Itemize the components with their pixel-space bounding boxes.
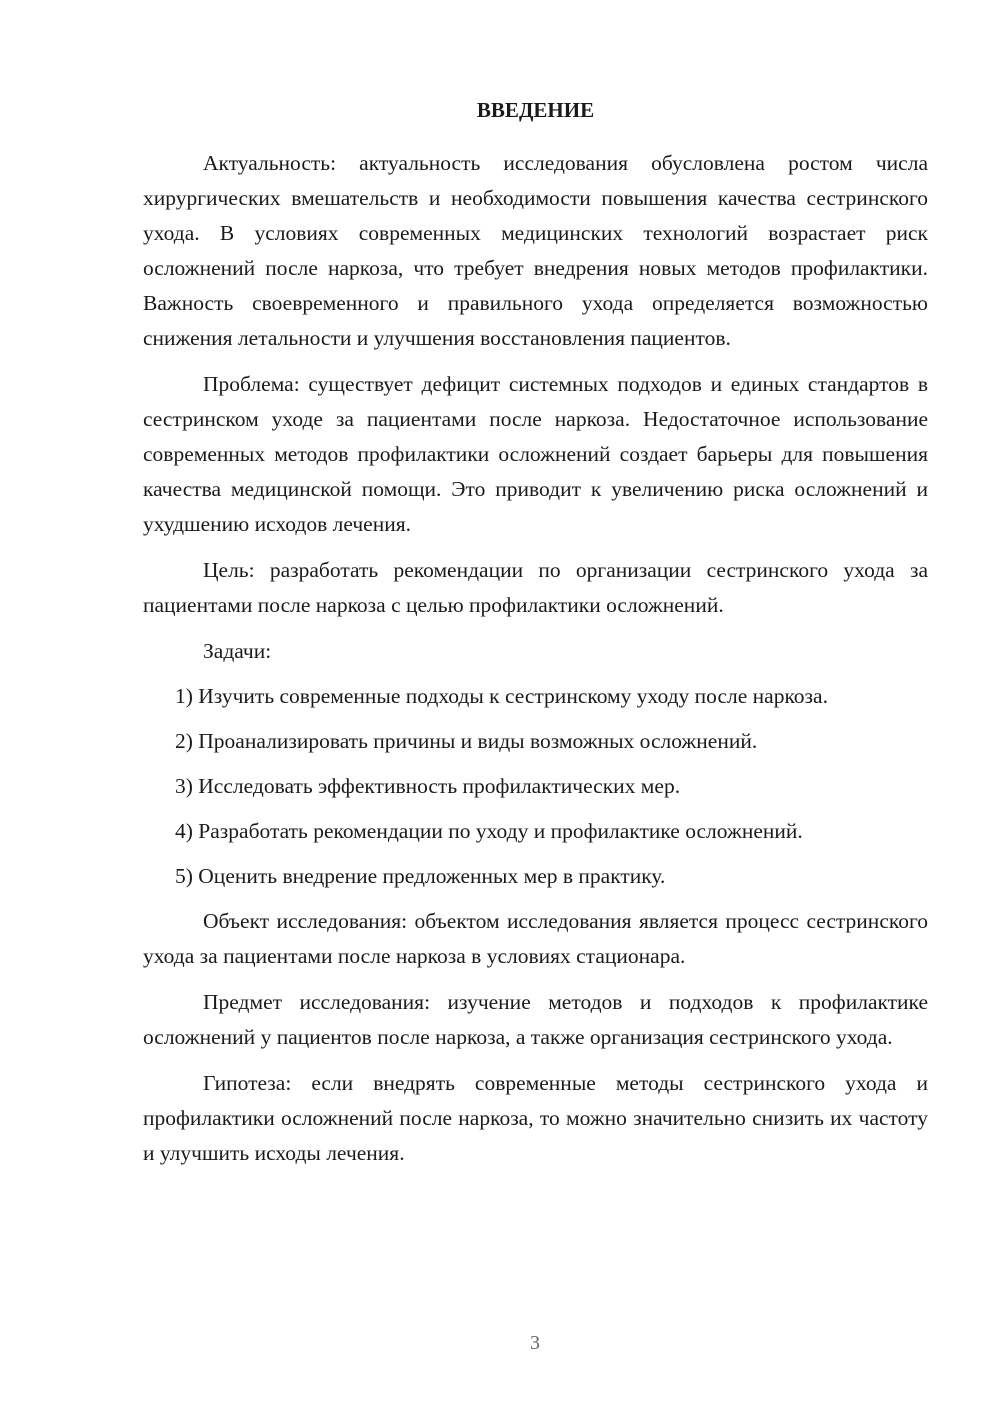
task-item: 4) Разработать рекомендации по уходу и профилактике осложнений. [175,819,803,843]
page-number: 3 [530,1332,540,1354]
paragraph-relevance: Актуальность: актуальность исследования обусловлена ростом числа хирургических вмешательств и необходимости повышения качества сестринского ухода. В условиях современных медицинских технологий возрастает риск осложнений после наркоза, что требует внедрения новых методов профилактики. Важность своевременного и правильного ухода определяется возможностью снижения летальности и улучшения восстановления пациентов. [143,151,928,350]
task-item: 2) Проанализировать причины и виды возможных осложнений. [175,729,758,753]
paragraph-subject: Предмет исследования: изучение методов и подходов к профилактике осложнений у пациентов после наркоза, а также организация сестринского ухода. [143,990,928,1049]
task-item: 3) Исследовать эффективность профилактических мер. [175,774,681,798]
task-list [143,679,928,894]
paragraph-problem: Проблема: существует дефицит системных подходов и единых стандартов в сестринском уходе за пациентами после наркоза. Недостаточное использование современных методов профилактики осложнений создает барьеры для повышения качества медицинской помощи. Это приводит к увеличению риска осложнений и ухудшению исходов лечения. [143,372,928,536]
task-item: 5) Оценить внедрение предложенных мер в практику. [175,864,666,888]
section-heading: ВВЕДЕНИЕ [476,98,595,122]
paragraph-object: Объект исследования: объектом исследования является процесс сестринского ухода за пациентами после наркоза в условиях стационара. [143,909,928,968]
task-item: 1) Изучить современные подходы к сестринскому уходу после наркоза. [175,684,828,708]
tasks-label: Задачи: [203,639,272,663]
document-body [143,93,928,1182]
paragraph-hypothesis: Гипотеза: если внедрять современные методы сестринского ухода и профилактики осложнений после наркоза, то можно значительно снизить их частоту и улучшить исходы лечения. [143,1071,928,1165]
paragraph-goal: Цель: разработать рекомендации по организации сестринского ухода за пациентами после наркоза с целью профилактики осложнений. [143,558,928,617]
